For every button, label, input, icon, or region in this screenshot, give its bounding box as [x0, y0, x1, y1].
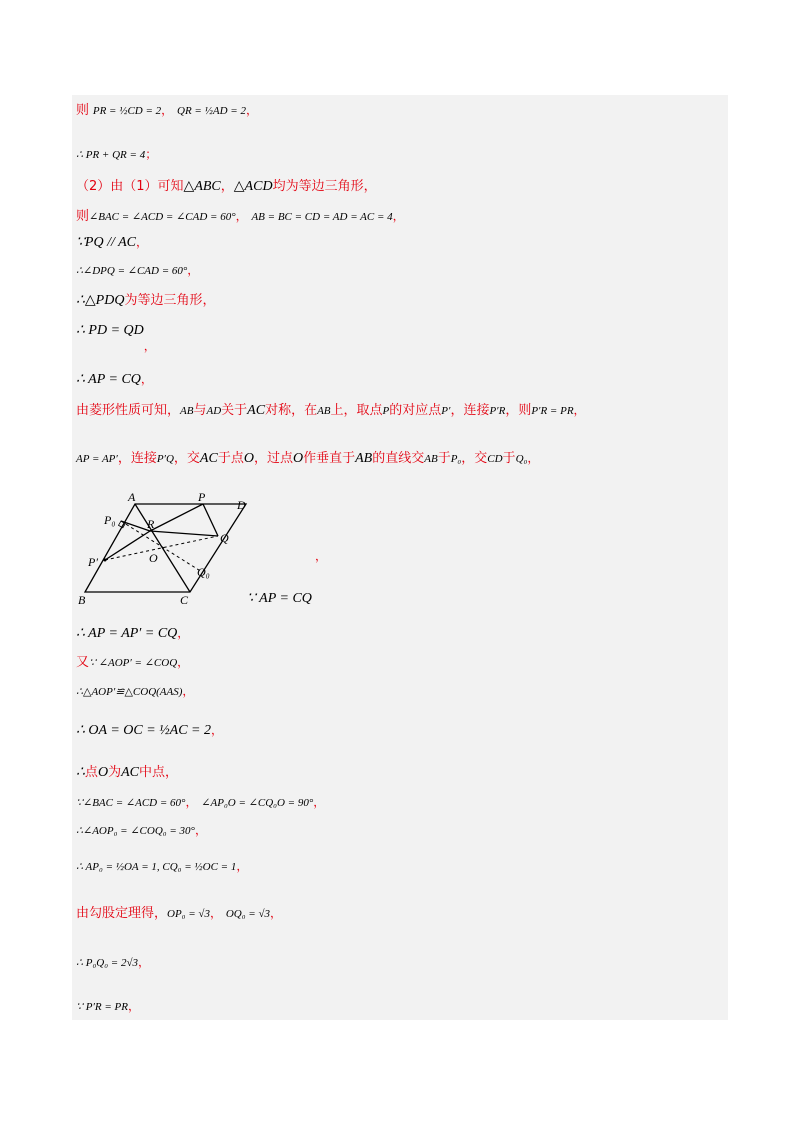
math-qr-half-ad: QR = ½AD = 2	[177, 105, 246, 117]
label-p0: P₀	[104, 513, 116, 527]
math: ∴	[76, 765, 85, 780]
punct: ，	[177, 626, 190, 640]
text: 与	[193, 403, 207, 418]
punct: ，	[185, 795, 198, 809]
math: ∴ AP = AP′ = CQ	[76, 626, 178, 641]
line-12a	[315, 550, 327, 562]
text: 作垂直于	[303, 451, 356, 466]
math: Q₀	[515, 453, 528, 465]
math: ∴ OA = OC = ½AC = 2	[76, 723, 211, 738]
math: ∴△PDQ	[76, 293, 125, 308]
line-1	[76, 104, 258, 117]
line-8	[76, 323, 156, 353]
punct: ，	[136, 235, 149, 249]
math: ∠BAC = ∠ACD = ∠CAD = 60°	[89, 211, 236, 223]
math: AD	[206, 405, 222, 417]
math-pr-half-cd: PR = ½CD = 2	[92, 105, 162, 117]
text: 的对应点	[389, 403, 442, 418]
text: 则	[76, 209, 90, 224]
text: （2）由（1）可知	[76, 179, 184, 194]
label-r: R	[147, 517, 155, 531]
math: AB	[317, 405, 331, 417]
punct: ，	[127, 999, 140, 1013]
math: OQ₀ = √3	[225, 908, 270, 920]
label-p-prime: P′	[88, 555, 98, 569]
math: ∴△AOP′≌△COQ(AAS)	[76, 686, 183, 698]
math: ∵ P′R = PR	[76, 1001, 128, 1013]
math: ∴ AP = CQ	[76, 372, 141, 387]
segment-pq	[203, 504, 218, 536]
text: 于点	[217, 451, 244, 466]
math: P₀	[450, 453, 462, 465]
math: ∵ ∠AOP′ = ∠COQ	[89, 657, 178, 669]
line-17	[76, 766, 178, 780]
text: 由勾股定理得，	[76, 906, 168, 921]
line-15	[76, 685, 194, 698]
math: AB	[180, 405, 194, 417]
math: P′R	[489, 405, 506, 417]
punct: ，	[177, 655, 190, 669]
math: ∴ PD = QD	[76, 323, 144, 338]
math: CD	[487, 453, 503, 465]
segment-rp	[150, 504, 203, 531]
line-11	[76, 452, 539, 466]
math: AC	[199, 451, 218, 466]
line-23	[76, 1000, 140, 1013]
math: O	[97, 765, 109, 780]
line-19	[76, 824, 207, 837]
label-o: O	[149, 551, 158, 565]
punct: ，	[143, 339, 156, 353]
label-d: D	[237, 498, 246, 512]
punct: ，	[140, 372, 153, 386]
text: ，过点	[253, 451, 293, 466]
line-3	[76, 180, 377, 194]
math: △ABC	[183, 179, 221, 194]
math: AC	[247, 403, 266, 418]
math: P′Q	[156, 453, 174, 465]
punct: ，	[161, 103, 174, 117]
math: O	[292, 451, 304, 466]
text: 均为等边三角形，	[272, 179, 377, 194]
math: ∵∠BAC = ∠ACD = 60°	[76, 797, 186, 809]
line-20	[76, 860, 248, 873]
segment-pp-q	[105, 536, 218, 560]
label-c: C	[180, 593, 189, 607]
math: O	[243, 451, 254, 466]
punct: ，	[392, 209, 405, 223]
text: 为	[108, 765, 122, 780]
label-q: Q	[220, 531, 229, 545]
text: 关于	[221, 403, 248, 418]
punct: ，	[209, 906, 222, 920]
math: △ACD	[233, 179, 273, 194]
math: ∴∠DPQ = ∠CAD = 60°	[76, 265, 188, 277]
label-a: A	[128, 490, 136, 504]
line-7	[76, 294, 215, 308]
punct: ，	[573, 403, 586, 417]
text: 的直线交	[372, 451, 425, 466]
text: ，交	[461, 451, 488, 466]
line-21	[76, 907, 282, 920]
line-4	[76, 210, 405, 223]
line-13	[76, 627, 189, 641]
label-b: B	[78, 593, 86, 607]
punct: ，	[194, 823, 207, 837]
text: 又	[76, 655, 90, 670]
punct: ，	[236, 859, 249, 873]
punct: ；	[145, 147, 158, 161]
punct: ，	[235, 209, 248, 223]
math: P′	[441, 405, 451, 417]
line-14	[76, 656, 189, 669]
math: AC	[121, 765, 139, 780]
punct: ，	[182, 684, 195, 698]
math: OP₀ = √3	[167, 908, 210, 920]
line-9	[76, 373, 153, 387]
line-6	[76, 264, 199, 277]
line-22	[76, 956, 150, 969]
math: ∴ P₀Q₀ = 2√3	[76, 957, 139, 969]
math: P′R = PR	[531, 405, 574, 417]
line-2	[76, 148, 157, 161]
text: 点	[84, 765, 98, 780]
point-p-prime	[104, 559, 107, 562]
text: ，则	[505, 403, 532, 418]
text: ，连接	[117, 451, 157, 466]
rhombus-figure	[78, 490, 258, 608]
text: 由菱形性质可知，	[76, 403, 181, 418]
text: 中点，	[138, 765, 178, 780]
math: ∴ PR + QR = 4	[76, 149, 146, 161]
line-5	[76, 236, 148, 250]
text: ，连接	[450, 403, 490, 418]
text: ，交	[173, 451, 200, 466]
math: ∠AP₀O = ∠CQ₀O = 90°	[201, 797, 314, 809]
diagonal-ac	[135, 504, 190, 592]
punct: ，	[187, 263, 200, 277]
punct: ，	[315, 549, 328, 563]
segment-rq	[150, 531, 218, 536]
line-12b	[247, 592, 312, 606]
text: 上，取点	[330, 403, 383, 418]
segment-p0-r	[121, 521, 150, 531]
text: 为等边三角形，	[124, 293, 216, 308]
math: ∴ AP₀ = ½OA = 1, CQ₀ = ½OC = 1	[76, 861, 237, 873]
line-18	[76, 796, 325, 809]
text: ，	[220, 179, 234, 194]
math: ∵ AP = CQ	[247, 591, 312, 606]
line-16	[76, 724, 223, 738]
punct: ，	[313, 795, 326, 809]
text: 于	[502, 451, 516, 466]
math: AB = BC = CD = AD = AC = 4	[251, 211, 393, 223]
punct: ，	[138, 955, 151, 969]
punct: ，	[211, 723, 224, 737]
math: ∴∠AOP₀ = ∠COQ₀ = 30°	[76, 825, 195, 837]
punct: ，	[527, 451, 540, 465]
text: 对称，在	[265, 403, 318, 418]
text: 于	[437, 451, 451, 466]
punct: ，	[269, 906, 282, 920]
punct: ，	[245, 103, 258, 117]
math: AP = AP′	[76, 453, 118, 465]
text: 则	[76, 103, 90, 118]
math: P	[382, 405, 390, 417]
math: AB	[424, 453, 438, 465]
math: ∵PQ // AC	[76, 235, 136, 250]
label-p: P	[198, 490, 206, 504]
label-q0: Q₀	[197, 565, 210, 579]
math: AB	[355, 451, 373, 466]
line-10	[76, 404, 586, 418]
